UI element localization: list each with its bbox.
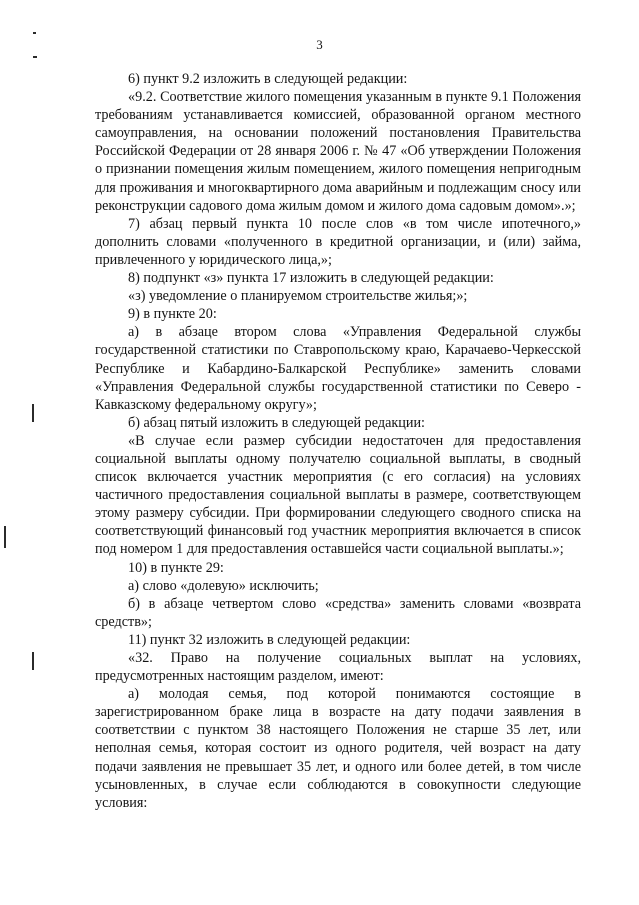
scan-mark: [32, 404, 34, 422]
paragraph: 6) пункт 9.2 изложить в следующей редакции:: [128, 71, 408, 87]
document-body: [95, 70, 581, 812]
paragraph: «з) уведомление о планируемом строительстве жилья;»;: [128, 288, 468, 305]
scan-mark: [33, 32, 36, 34]
scan-mark: [33, 56, 37, 58]
paragraph: «В случае если размер субсидии недостаточен для предоставления социальной выплаты одному получателю социальной выплаты, в сводный список включается участник мероприятия (с его согласия) на условиях частичного предоставления социальной выплаты в размере, соответствующем этому размеру субсидии. При формировании следующего сводного списка на соответствующий финансовый год участник мероприятия включается в список под номером 1 для предоставления оставшейся части социальной выплаты.»;: [95, 432, 581, 558]
paragraph: 8) подпункт «з» пункта 17 изложить в следующей редакции:: [128, 270, 494, 287]
scan-mark: [4, 526, 6, 548]
paragraph: а) молодая семья, под которой понимаются состоящие в зарегистрированном браке лица в возрасте на дату подачи заявления в соответствии с пунктом 38 настоящего Положения не старше 35 лет, или неполная семья, которая состоит из одного родителя, чей возраст на дату подачи заявления не превышает 35 лет, и одного или более детей, в том числе усыновленных, в случае если соблюдаются в совокупности следующие условия:: [95, 686, 581, 811]
paragraph: 9) в пункте 20:: [128, 306, 217, 323]
paragraph: 10) в пункте 29:: [128, 559, 224, 576]
scan-mark: [32, 652, 34, 670]
paragraph: а) слово «долевую» исключить;: [128, 577, 319, 594]
paragraph: а) в абзаце втором слова «Управления Федеральной службы государственной статистики по Ставропольскому краю, Карачаево-Черкесской Республике и Кабардино-Балкарской Республике» заменить словами «Управления Федеральной службы государственной статистики по Северо - Кавказскому федеральному округу»;: [95, 324, 581, 413]
paragraph: 11) пункт 32 изложить в следующей редакции:: [128, 631, 411, 648]
paragraph: 7) абзац первый пункта 10 после слов «в том числе ипотечного,» дополнить словами «полученного в кредитной организации, и (или) займа, привлеченного у юридического лица,»;: [95, 215, 581, 268]
paragraph: «32. Право на получение социальных выплат на условиях, предусмотренных настоящим разделом, имеют:: [95, 650, 581, 685]
paragraph: б) в абзаце четвертом слово «средства» заменить словами «возврата средств»;: [95, 595, 581, 630]
paragraph: б) абзац пятый изложить в следующей редакции:: [128, 414, 426, 431]
paragraph: «9.2. Соответствие жилого помещения указанным в пункте 9.1 Положения требованиям устанавливается комиссией, образованной органом местного самоуправления, на основании положений постановления Правительства Российской Федерации от 28 января 2006 г. № 47 «Об утверждении Положения о признании помещения жилым помещением, жилого помещения непригодным для проживания и многоквартирного дома аварийным и подлежащим сносу или реконструкции садового дома жилым домом и жилого дома садовым домом».»;: [95, 89, 581, 214]
page-number: 3: [316, 37, 323, 52]
